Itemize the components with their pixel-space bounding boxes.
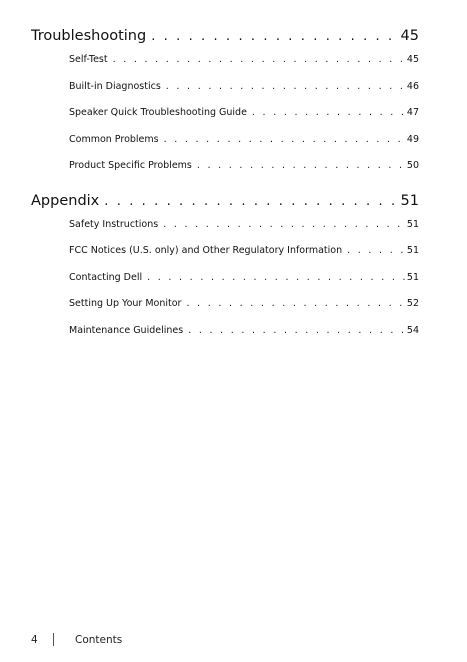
toc-entry[interactable] (69, 297, 419, 324)
dot-leader (183, 324, 407, 338)
entry-title: Setting Up Your Monitor (69, 298, 182, 309)
dot-leader (159, 133, 407, 147)
footer-divider (53, 633, 54, 646)
section-title: Troubleshooting (31, 28, 147, 44)
entry-page-number: 45 (406, 54, 419, 65)
entry-title: FCC Notices (U.S. only) and Other Regulatory Information (69, 245, 343, 256)
dot-leader (247, 106, 407, 120)
toc-section-appendix (31, 190, 419, 355)
section-page-number: 51 (400, 192, 419, 209)
toc-entry[interactable] (69, 159, 419, 186)
toc-section-heading[interactable] (31, 190, 419, 212)
dot-leader (161, 80, 407, 94)
entry-page-number: 50 (406, 160, 419, 171)
entry-title: Maintenance Guidelines (69, 324, 184, 336)
page-footer (31, 633, 122, 646)
dot-leader (99, 191, 400, 213)
entry-title: Product Specific Problems (69, 160, 192, 171)
entry-title: Speaker Quick Troubleshooting Guide (69, 107, 247, 118)
toc-entry[interactable] (69, 271, 419, 298)
dot-leader (181, 297, 406, 311)
dot-leader (342, 244, 407, 258)
entry-page-number: 51 (406, 218, 419, 230)
toc-section-troubleshooting (31, 25, 419, 190)
toc-entry[interactable] (69, 133, 419, 160)
entry-page-number: 49 (406, 133, 419, 145)
entry-page-number: 47 (406, 107, 419, 118)
footer-page-number: 4 (31, 633, 38, 646)
toc-entry[interactable] (69, 80, 419, 107)
table-of-contents (31, 25, 419, 354)
toc-entry[interactable] (69, 218, 419, 245)
toc-entry[interactable] (69, 244, 419, 271)
section-title: Appendix (31, 192, 100, 209)
dot-leader (192, 159, 407, 173)
dot-leader (108, 53, 407, 67)
toc-entry[interactable] (69, 106, 419, 133)
toc-entry[interactable] (69, 53, 419, 80)
dot-leader (146, 26, 400, 48)
dot-leader (158, 218, 407, 232)
entry-page-number: 52 (406, 298, 419, 309)
toc-entry-list (69, 47, 419, 190)
footer-label: Contents (75, 633, 123, 646)
dot-leader (142, 271, 407, 285)
toc-entry-list (69, 212, 419, 355)
entry-title: Safety Instructions (69, 218, 159, 230)
section-page-number: 45 (400, 28, 419, 44)
entry-page-number: 46 (406, 80, 419, 92)
toc-section-heading[interactable] (31, 25, 419, 47)
entry-title: Common Problems (69, 133, 159, 145)
entry-title: Built-in Diagnostics (69, 80, 161, 92)
toc-entry[interactable] (69, 324, 419, 351)
entry-title: Contacting Dell (69, 271, 143, 283)
entry-title: Self-Test (69, 54, 108, 65)
entry-page-number: 51 (406, 245, 419, 256)
entry-page-number: 51 (406, 271, 419, 283)
entry-page-number: 54 (406, 324, 419, 336)
